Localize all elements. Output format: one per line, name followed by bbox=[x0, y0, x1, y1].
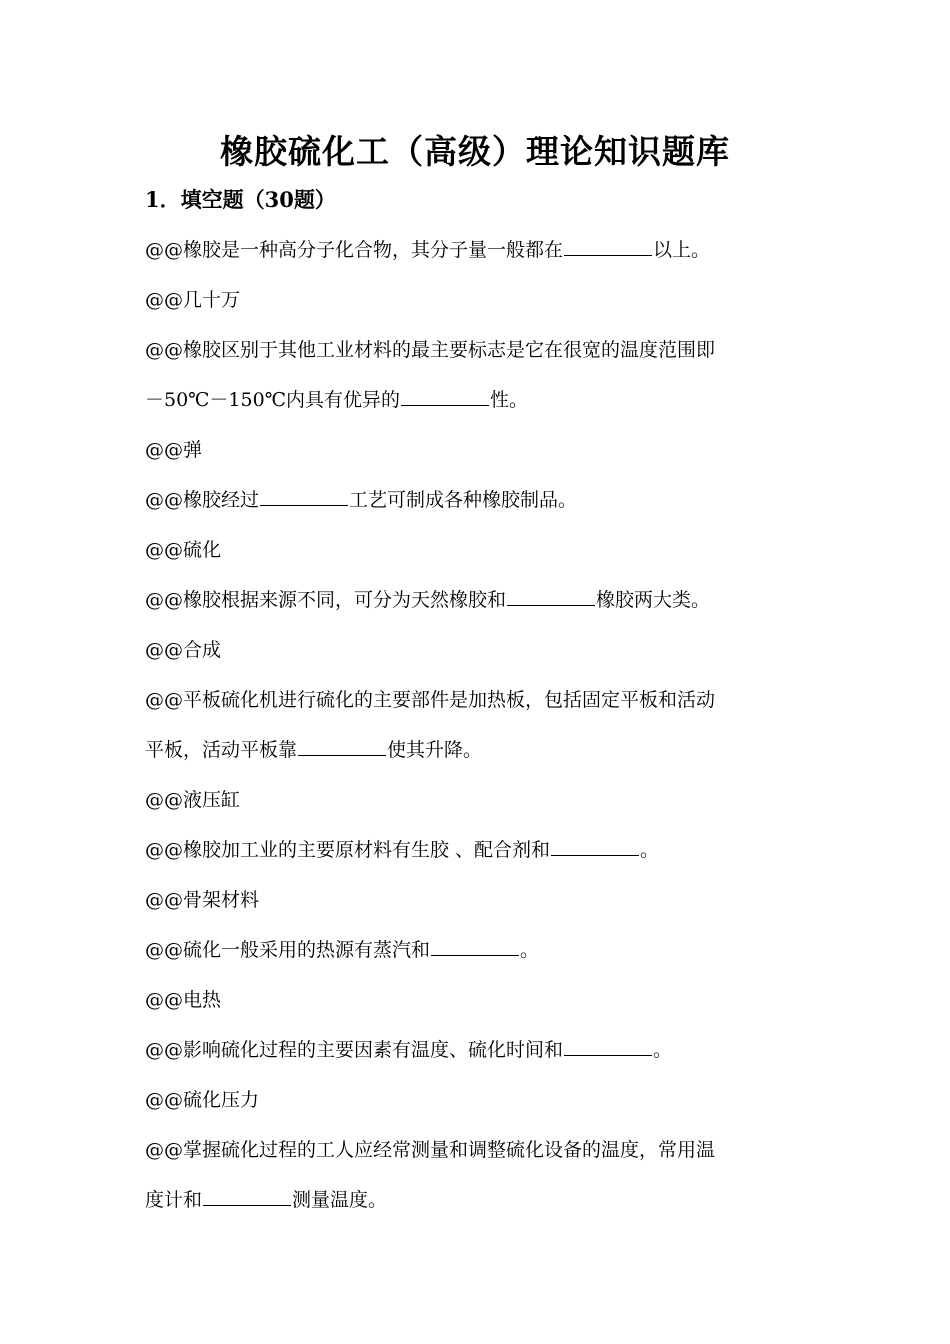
line-text: @@橡胶经过 bbox=[145, 489, 260, 511]
text-line bbox=[145, 532, 810, 582]
line-text: @@硫化一般采用的热源有蒸汽和 bbox=[145, 939, 431, 961]
line-text-after: 。 bbox=[653, 1039, 673, 1061]
text-line bbox=[145, 1082, 810, 1132]
text-line bbox=[145, 332, 810, 382]
line-text: @@平板硫化机进行硫化的主要部件是加热板，包括固定平板和活动 bbox=[145, 689, 716, 711]
line-text-after: 测量温度。 bbox=[292, 1189, 388, 1211]
fill-blank bbox=[564, 1033, 652, 1056]
text-line bbox=[145, 732, 810, 782]
text-line bbox=[145, 932, 810, 982]
line-text: @@硫化压力 bbox=[145, 1089, 260, 1111]
text-line bbox=[145, 682, 810, 732]
line-text: @@橡胶是一种高分子化合物，其分子量一般都在 bbox=[145, 239, 564, 261]
fill-blank bbox=[260, 483, 348, 506]
line-text-after: 以上。 bbox=[653, 239, 711, 261]
text-line bbox=[145, 1032, 810, 1082]
line-text: @@骨架材料 bbox=[145, 889, 260, 911]
line-text: @@橡胶加工业的主要原材料有生胶 、配合剂和 bbox=[145, 839, 551, 861]
question-list bbox=[145, 232, 810, 1232]
line-text: 度计和 bbox=[145, 1189, 203, 1211]
section-heading: 1．填空题（30题） bbox=[145, 187, 336, 212]
line-text: －50℃－150℃内具有优异的 bbox=[145, 389, 400, 411]
text-line bbox=[145, 582, 810, 632]
fill-blank bbox=[298, 733, 386, 756]
fill-blank bbox=[564, 233, 652, 256]
line-text: @@橡胶区别于其他工业材料的最主要标志是它在很宽的温度范围即 bbox=[145, 339, 716, 361]
text-line bbox=[145, 982, 810, 1032]
text-line bbox=[145, 1182, 810, 1232]
line-text: @@硫化 bbox=[145, 539, 222, 561]
text-line bbox=[145, 232, 810, 282]
line-text: @@橡胶根据来源不同，可分为天然橡胶和 bbox=[145, 589, 507, 611]
line-text: @@掌握硫化过程的工人应经常测量和调整硫化设备的温度，常用温 bbox=[145, 1139, 716, 1161]
text-line bbox=[145, 632, 810, 682]
line-text-after: 使其升降。 bbox=[387, 739, 483, 761]
line-text-after: 工艺可制成各种橡胶制品。 bbox=[349, 489, 578, 511]
line-text: @@几十万 bbox=[145, 289, 241, 311]
line-text: @@电热 bbox=[145, 989, 222, 1011]
text-line bbox=[145, 382, 810, 432]
line-text: @@影响硫化过程的主要因素有温度、硫化时间和 bbox=[145, 1039, 564, 1061]
text-line bbox=[145, 882, 810, 932]
line-text-after: 。 bbox=[640, 839, 660, 861]
text-line bbox=[145, 432, 810, 482]
fill-blank bbox=[551, 833, 639, 856]
line-text: @@合成 bbox=[145, 639, 222, 661]
line-text: @@弹 bbox=[145, 439, 203, 461]
line-text: @@液压缸 bbox=[145, 789, 241, 811]
text-line bbox=[145, 1132, 810, 1182]
line-text-after: 橡胶两大类。 bbox=[596, 589, 711, 611]
line-text: 平板，活动平板靠 bbox=[145, 739, 298, 761]
fill-blank bbox=[507, 583, 595, 606]
text-line bbox=[145, 782, 810, 832]
text-line bbox=[145, 282, 810, 332]
fill-blank bbox=[401, 383, 489, 406]
text-line bbox=[145, 482, 810, 532]
line-text-after: 。 bbox=[520, 939, 540, 961]
fill-blank bbox=[431, 933, 519, 956]
line-text-after: 性。 bbox=[489, 389, 528, 411]
text-line bbox=[145, 832, 810, 882]
fill-blank bbox=[203, 1183, 291, 1206]
page-title: 橡胶硫化工（高级）理论知识题库 bbox=[220, 132, 730, 171]
